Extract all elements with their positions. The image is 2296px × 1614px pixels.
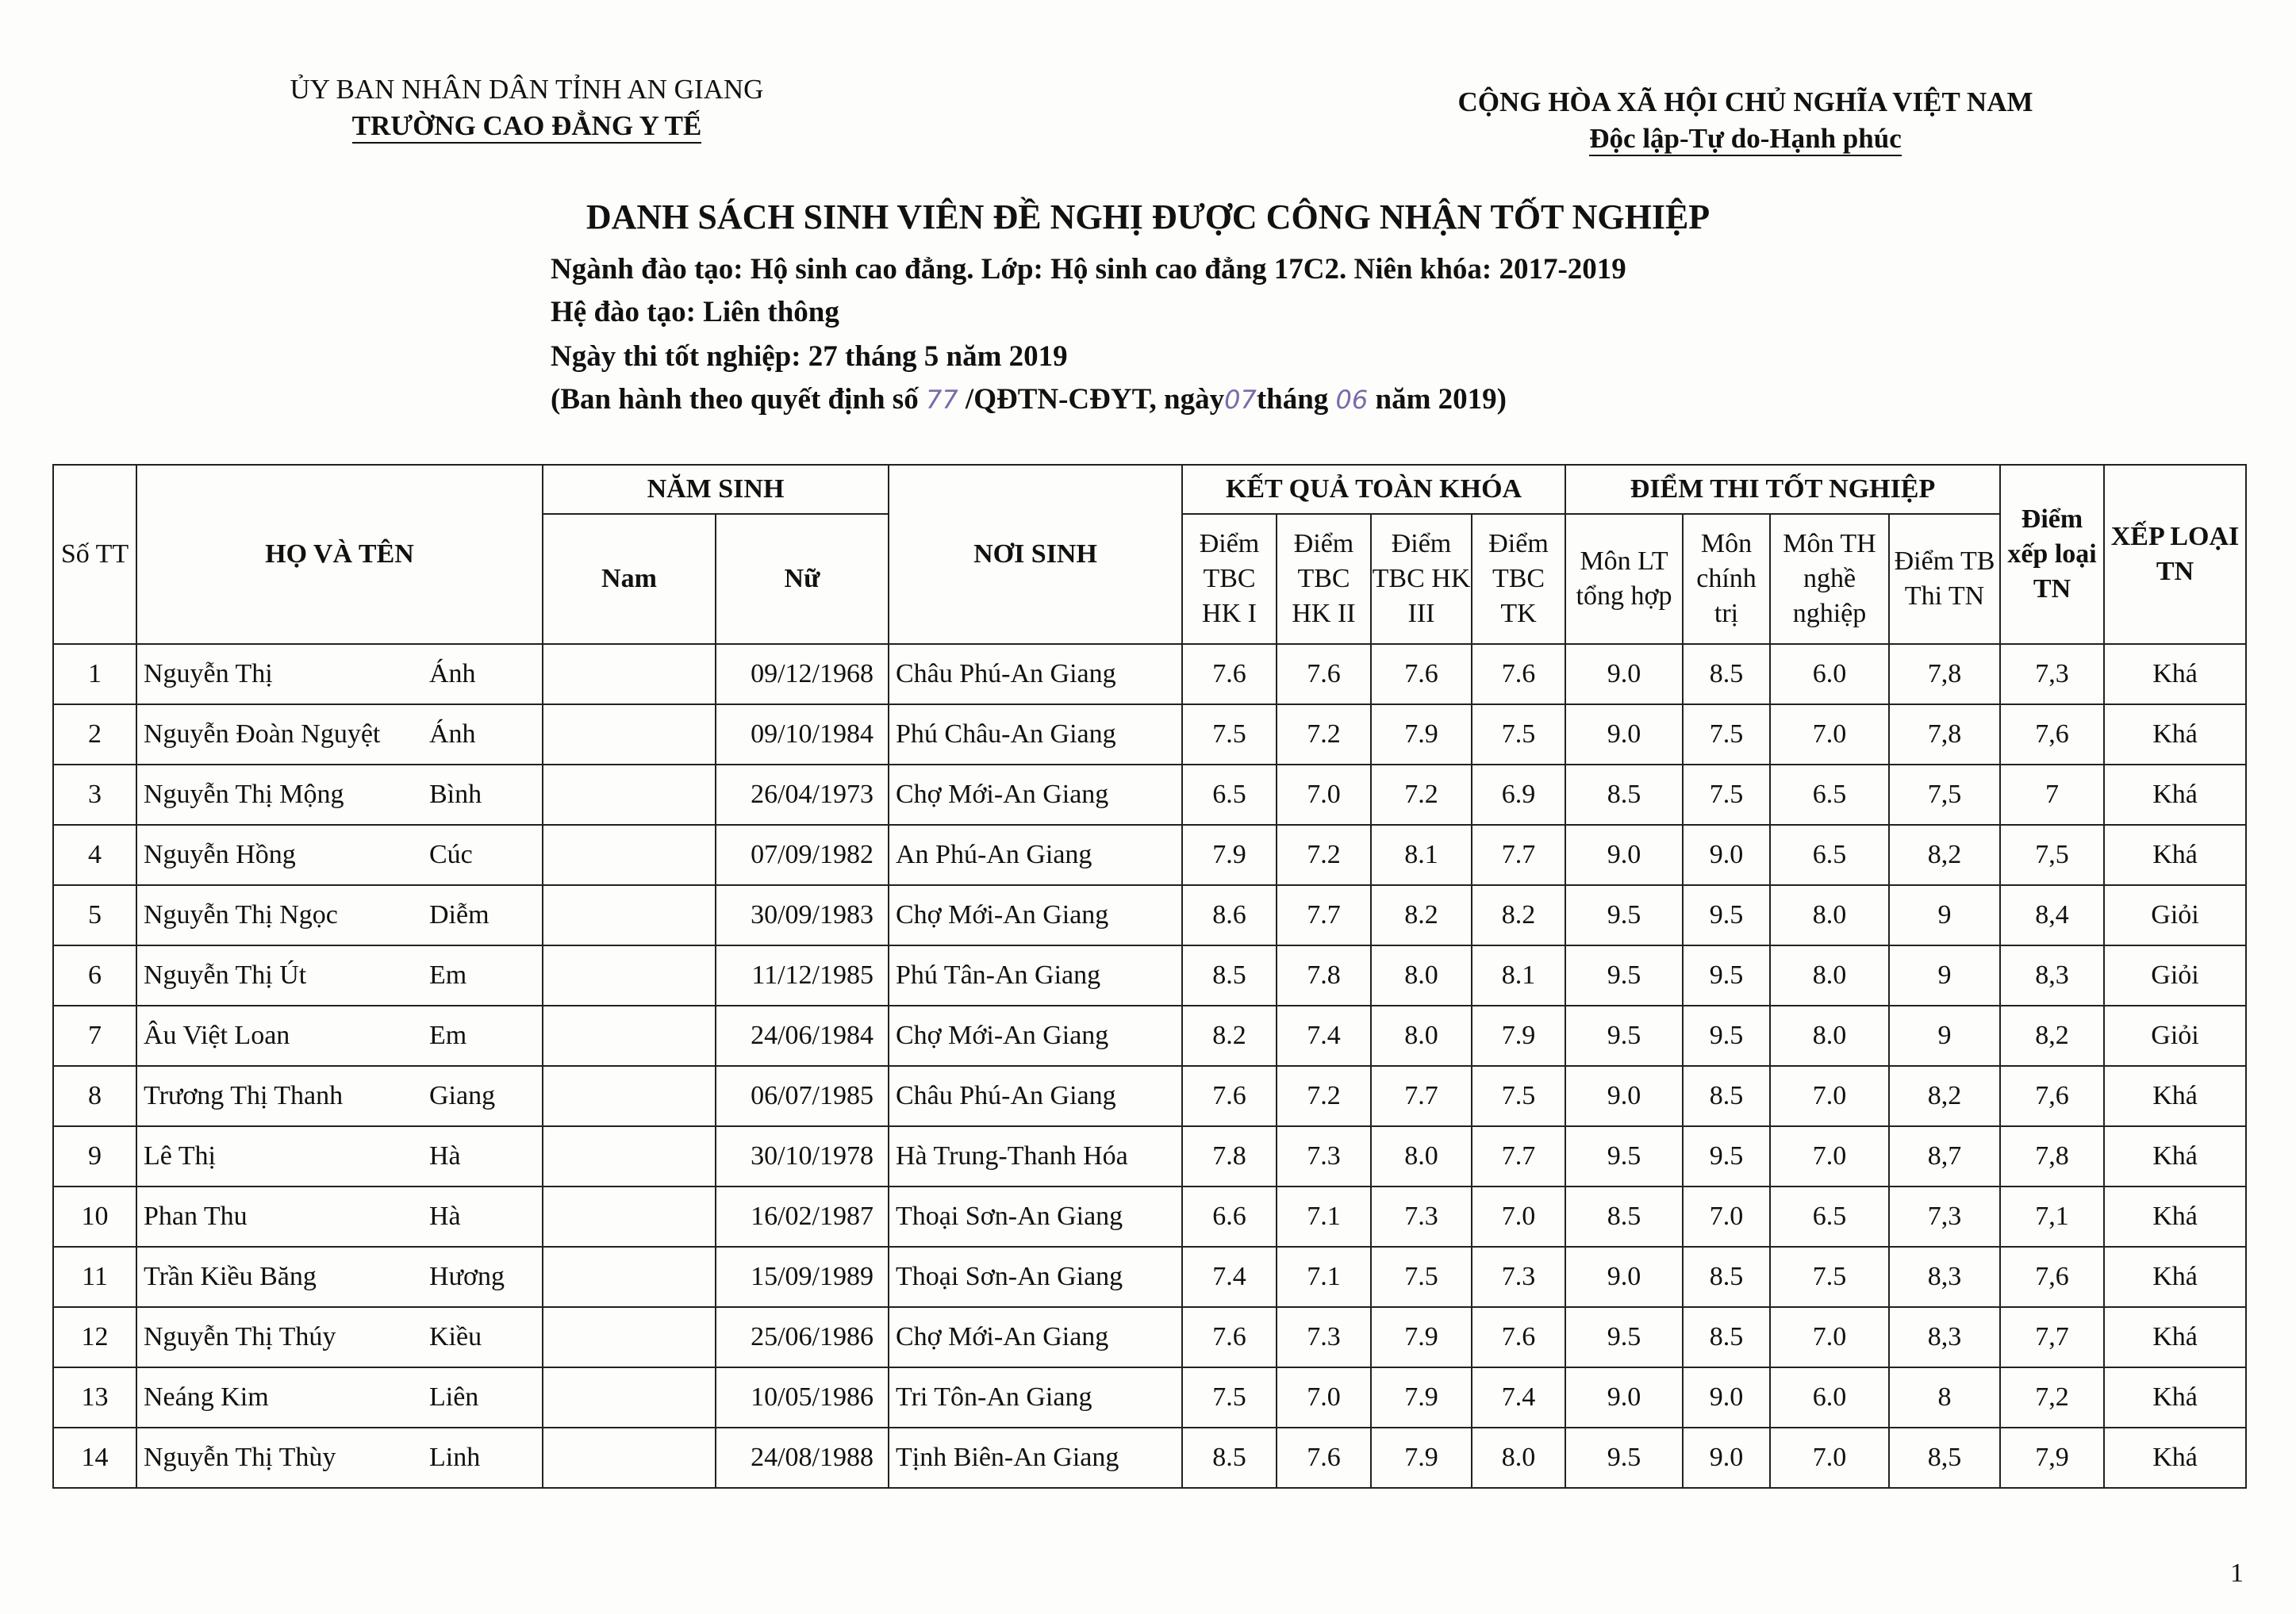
cell-lt: 9.0 [1565, 704, 1683, 765]
cell-th: 8.0 [1770, 885, 1889, 945]
col-ct: Môn chính trị [1683, 514, 1770, 644]
cell-ct: 8.5 [1683, 644, 1770, 704]
cell-xeploai: Giỏi [2104, 1006, 2246, 1066]
cell-lt: 9.0 [1565, 825, 1683, 885]
cell-lt: 9.0 [1565, 1066, 1683, 1126]
cell-lt: 9.0 [1565, 1367, 1683, 1428]
cell-male [543, 1006, 716, 1066]
surname-middle: Trương Thị Thanh [144, 1081, 344, 1110]
table-row [53, 1066, 2246, 1126]
cell-th: 7.0 [1770, 704, 1889, 765]
table-row [53, 825, 2246, 885]
cell-hk2: 7.2 [1277, 825, 1371, 885]
cell-lt: 9.0 [1565, 644, 1683, 704]
cell-ct: 9.0 [1683, 1428, 1770, 1488]
header-right [1349, 84, 2142, 157]
cell-ct: 8.5 [1683, 1307, 1770, 1367]
cell-male [543, 1066, 716, 1126]
info-decision: (Ban hành theo quyết định số 77 /QĐTN-CĐYT, ngày07tháng 06 năm 2019) [551, 383, 1507, 416]
cell-stt: 6 [53, 945, 136, 1006]
cell-hk2: 7.1 [1277, 1247, 1371, 1307]
cell-tb: 8,2 [1889, 825, 2000, 885]
col-tk: Điểm TBC TK [1472, 514, 1565, 644]
republic-name: CỘNG HÒA XÃ HỘI CHỦ NGHĨA VIỆT NAM [1457, 86, 2033, 117]
cell-tb: 7,8 [1889, 644, 2000, 704]
table-row [53, 704, 2246, 765]
cell-name [136, 945, 543, 1006]
cell-hk3: 7.6 [1371, 644, 1472, 704]
cell-hk1: 7.8 [1182, 1126, 1277, 1187]
surname-middle: Neáng Kim [144, 1382, 269, 1412]
col-th: Môn TH nghề nghiệp [1770, 514, 1889, 644]
cell-hk3: 8.1 [1371, 825, 1472, 885]
cell-tk: 8.2 [1472, 885, 1565, 945]
cell-xeploai-score: 7,3 [2000, 644, 2104, 704]
province-committee: ỦY BAN NHÂN DÂN TỈNH AN GIANG [290, 74, 764, 105]
page-number: 1 [2230, 1558, 2244, 1588]
cell-tk: 7.5 [1472, 1066, 1565, 1126]
cell-stt: 10 [53, 1187, 136, 1247]
cell-female: 09/10/1984 [716, 704, 889, 765]
cell-female: 10/05/1986 [716, 1367, 889, 1428]
cell-hk3: 7.9 [1371, 1367, 1472, 1428]
cell-xeploai: Khá [2104, 1066, 2246, 1126]
cell-xeploai-score: 7,7 [2000, 1307, 2104, 1367]
cell-female: 07/09/1982 [716, 825, 889, 885]
col-course-result: KẾT QUẢ TOÀN KHÓA [1182, 465, 1565, 514]
cell-tk: 7.6 [1472, 644, 1565, 704]
cell-female: 25/06/1986 [716, 1307, 889, 1367]
cell-birthplace: Châu Phú-An Giang [889, 1066, 1182, 1126]
cell-male [543, 704, 716, 765]
cell-male [543, 644, 716, 704]
cell-stt: 11 [53, 1247, 136, 1307]
col-stt: Số TT [53, 465, 136, 644]
surname-middle: Nguyễn Thị Út [144, 960, 307, 990]
cell-tk: 7.6 [1472, 1307, 1565, 1367]
cell-lt: 9.5 [1565, 1307, 1683, 1367]
cell-tb: 8,2 [1889, 1066, 2000, 1126]
cell-female: 30/09/1983 [716, 885, 889, 945]
cell-stt: 12 [53, 1307, 136, 1367]
cell-birthplace: An Phú-An Giang [889, 825, 1182, 885]
table-row [53, 1187, 2246, 1247]
cell-lt: 9.5 [1565, 1428, 1683, 1488]
cell-xeploai: Khá [2104, 1428, 2246, 1488]
surname-middle: Trần Kiều Băng [144, 1262, 317, 1291]
surname-middle: Nguyễn Hồng [144, 840, 296, 869]
cell-stt: 3 [53, 765, 136, 825]
given-name: Ánh [429, 659, 476, 688]
given-name: Diễm [429, 900, 490, 930]
handwritten-day: 07 [1224, 385, 1257, 415]
cell-stt: 7 [53, 1006, 136, 1066]
cell-name [136, 1247, 543, 1307]
col-hk3: Điểm TBC HK III [1371, 514, 1472, 644]
cell-lt: 9.5 [1565, 1126, 1683, 1187]
table-row [53, 1006, 2246, 1066]
cell-tk: 7.7 [1472, 825, 1565, 885]
cell-male [543, 765, 716, 825]
surname-middle: Âu Việt Loan [144, 1021, 290, 1050]
cell-hk1: 7.5 [1182, 704, 1277, 765]
given-name: Em [429, 1021, 467, 1050]
cell-male [543, 1428, 716, 1488]
cell-female: 24/06/1984 [716, 1006, 889, 1066]
cell-tb: 8,5 [1889, 1428, 2000, 1488]
cell-hk3: 8.0 [1371, 1006, 1472, 1066]
cell-female: 06/07/1985 [716, 1066, 889, 1126]
cell-birthplace: Chợ Mới-An Giang [889, 885, 1182, 945]
cell-female: 30/10/1978 [716, 1126, 889, 1187]
cell-name [136, 1307, 543, 1367]
cell-hk3: 8.0 [1371, 1126, 1472, 1187]
cell-ct: 9.5 [1683, 1006, 1770, 1066]
given-name: Bình [429, 780, 482, 809]
cell-stt: 5 [53, 885, 136, 945]
cell-xeploai: Khá [2104, 1367, 2246, 1428]
cell-xeploai-score: 7,8 [2000, 1126, 2104, 1187]
cell-hk3: 7.2 [1371, 765, 1472, 825]
cell-lt: 9.5 [1565, 885, 1683, 945]
cell-hk2: 7.3 [1277, 1126, 1371, 1187]
col-hk1: Điểm TBC HK I [1182, 514, 1277, 644]
given-name: Linh [429, 1443, 481, 1472]
cell-hk1: 8.5 [1182, 945, 1277, 1006]
cell-lt: 8.5 [1565, 765, 1683, 825]
cell-ct: 7.5 [1683, 704, 1770, 765]
cell-hk2: 7.3 [1277, 1307, 1371, 1367]
cell-xeploai: Khá [2104, 1247, 2246, 1307]
cell-hk1: 7.6 [1182, 1066, 1277, 1126]
cell-xeploai: Khá [2104, 1187, 2246, 1247]
given-name: Em [429, 960, 467, 990]
cell-xeploai-score: 7,1 [2000, 1187, 2104, 1247]
col-xeploai-score: Điểm xếp loại TN [2000, 465, 2104, 644]
cell-name [136, 765, 543, 825]
given-name: Liên [429, 1382, 479, 1412]
cell-tb: 9 [1889, 945, 2000, 1006]
cell-tk: 7.5 [1472, 704, 1565, 765]
cell-birthplace: Thoại Sơn-An Giang [889, 1187, 1182, 1247]
cell-hk1: 7.5 [1182, 1367, 1277, 1428]
cell-stt: 4 [53, 825, 136, 885]
given-name: Hà [429, 1202, 461, 1231]
table-row [53, 1247, 2246, 1307]
info-exam-date: Ngày thi tốt nghiệp: 27 tháng 5 năm 2019 [551, 340, 1068, 373]
cell-female: 26/04/1973 [716, 765, 889, 825]
table-row [53, 765, 2246, 825]
cell-xeploai: Khá [2104, 644, 2246, 704]
info-training-system: Hệ đào tạo: Liên thông [551, 296, 839, 328]
table-row [53, 1428, 2246, 1488]
cell-tb: 7,5 [1889, 765, 2000, 825]
cell-th: 6.0 [1770, 1367, 1889, 1428]
cell-lt: 9.0 [1565, 1247, 1683, 1307]
cell-th: 7.0 [1770, 1126, 1889, 1187]
cell-th: 7.0 [1770, 1428, 1889, 1488]
cell-hk3: 7.5 [1371, 1247, 1472, 1307]
cell-birthplace: Chợ Mới-An Giang [889, 1307, 1182, 1367]
cell-th: 8.0 [1770, 1006, 1889, 1066]
cell-hk1: 8.6 [1182, 885, 1277, 945]
given-name: Hà [429, 1141, 461, 1171]
cell-hk3: 8.0 [1371, 945, 1472, 1006]
cell-xeploai: Khá [2104, 825, 2246, 885]
cell-hk2: 7.2 [1277, 1066, 1371, 1126]
surname-middle: Nguyễn Thị Mộng [144, 780, 344, 809]
cell-hk3: 7.3 [1371, 1187, 1472, 1247]
cell-xeploai-score: 8,4 [2000, 885, 2104, 945]
cell-xeploai-score: 7,6 [2000, 704, 2104, 765]
cell-th: 6.0 [1770, 644, 1889, 704]
cell-ct: 9.5 [1683, 885, 1770, 945]
cell-xeploai-score: 7,2 [2000, 1367, 2104, 1428]
cell-stt: 8 [53, 1066, 136, 1126]
cell-birthplace: Hà Trung-Thanh Hóa [889, 1126, 1182, 1187]
cell-tk: 7.3 [1472, 1247, 1565, 1307]
cell-stt: 14 [53, 1428, 136, 1488]
national-motto: Độc lập-Tự do-Hạnh phúc [1589, 123, 1901, 156]
cell-xeploai-score: 8,3 [2000, 945, 2104, 1006]
table-row [53, 885, 2246, 945]
cell-birthplace: Phú Châu-An Giang [889, 704, 1182, 765]
handwritten-month: 06 [1335, 385, 1369, 415]
cell-male [543, 1367, 716, 1428]
cell-name [136, 1187, 543, 1247]
cell-th: 6.5 [1770, 765, 1889, 825]
header-left [170, 71, 884, 144]
cell-tb: 9 [1889, 885, 2000, 945]
col-female: Nữ [716, 514, 889, 644]
cell-lt: 8.5 [1565, 1187, 1683, 1247]
col-xeploai: XẾP LOẠI TN [2104, 465, 2246, 644]
cell-ct: 8.5 [1683, 1066, 1770, 1126]
cell-male [543, 885, 716, 945]
given-name: Kiều [429, 1322, 482, 1351]
table-row [53, 1307, 2246, 1367]
cell-female: 16/02/1987 [716, 1187, 889, 1247]
cell-male [543, 1307, 716, 1367]
cell-hk1: 7.6 [1182, 644, 1277, 704]
cell-hk2: 7.6 [1277, 1428, 1371, 1488]
cell-ct: 7.0 [1683, 1187, 1770, 1247]
cell-female: 24/08/1988 [716, 1428, 889, 1488]
cell-male [543, 945, 716, 1006]
cell-tk: 7.9 [1472, 1006, 1565, 1066]
cell-hk2: 7.4 [1277, 1006, 1371, 1066]
cell-hk3: 7.7 [1371, 1066, 1472, 1126]
col-birth-year: NĂM SINH [543, 465, 889, 514]
table-row [53, 644, 2246, 704]
cell-hk3: 7.9 [1371, 1428, 1472, 1488]
cell-lt: 9.5 [1565, 1006, 1683, 1066]
cell-ct: 9.5 [1683, 945, 1770, 1006]
document-title: DANH SÁCH SINH VIÊN ĐỀ NGHỊ ĐƯỢC CÔNG NHẬN TỐT NGHIỆP [586, 197, 1710, 236]
given-name: Hương [429, 1262, 505, 1291]
cell-male [543, 1126, 716, 1187]
cell-birthplace: Tri Tôn-An Giang [889, 1367, 1182, 1428]
cell-tk: 7.4 [1472, 1367, 1565, 1428]
cell-xeploai: Khá [2104, 1126, 2246, 1187]
cell-name [136, 1066, 543, 1126]
cell-hk2: 7.0 [1277, 765, 1371, 825]
cell-name [136, 885, 543, 945]
cell-xeploai: Giỏi [2104, 945, 2246, 1006]
cell-th: 7.0 [1770, 1066, 1889, 1126]
cell-tk: 7.0 [1472, 1187, 1565, 1247]
col-birthplace: NƠI SINH [889, 465, 1182, 644]
cell-hk2: 7.6 [1277, 644, 1371, 704]
cell-xeploai-score: 8,2 [2000, 1006, 2104, 1066]
cell-xeploai-score: 7,9 [2000, 1428, 2104, 1488]
cell-hk1: 7.6 [1182, 1307, 1277, 1367]
surname-middle: Nguyễn Thị [144, 659, 273, 688]
cell-tb: 8,3 [1889, 1247, 2000, 1307]
cell-name [136, 825, 543, 885]
cell-xeploai: Khá [2104, 765, 2246, 825]
surname-middle: Nguyễn Đoàn Nguyệt [144, 719, 381, 749]
cell-birthplace: Chợ Mới-An Giang [889, 765, 1182, 825]
cell-tk: 6.9 [1472, 765, 1565, 825]
surname-middle: Nguyễn Thị Ngọc [144, 900, 338, 930]
cell-xeploai-score: 7,6 [2000, 1247, 2104, 1307]
cell-xeploai-score: 7 [2000, 765, 2104, 825]
cell-stt: 1 [53, 644, 136, 704]
cell-hk3: 8.2 [1371, 885, 1472, 945]
cell-th: 8.0 [1770, 945, 1889, 1006]
col-hk2: Điểm TBC HK II [1277, 514, 1371, 644]
cell-tb: 9 [1889, 1006, 2000, 1066]
col-lt: Môn LT tổng hợp [1565, 514, 1683, 644]
surname-middle: Phan Thu [144, 1202, 248, 1231]
cell-birthplace: Phú Tân-An Giang [889, 945, 1182, 1006]
cell-ct: 9.0 [1683, 1367, 1770, 1428]
table-row [53, 1126, 2246, 1187]
given-name: Cúc [429, 840, 473, 869]
cell-female: 09/12/1968 [716, 644, 889, 704]
cell-female: 11/12/1985 [716, 945, 889, 1006]
cell-tb: 8,3 [1889, 1307, 2000, 1367]
cell-hk3: 7.9 [1371, 704, 1472, 765]
cell-birthplace: Thoại Sơn-An Giang [889, 1247, 1182, 1307]
cell-name [136, 644, 543, 704]
cell-name [136, 1367, 543, 1428]
table-row [53, 945, 2246, 1006]
cell-tb: 8,7 [1889, 1126, 2000, 1187]
cell-hk2: 7.1 [1277, 1187, 1371, 1247]
cell-ct: 7.5 [1683, 765, 1770, 825]
cell-th: 7.5 [1770, 1247, 1889, 1307]
col-tb: Điểm TB Thi TN [1889, 514, 2000, 644]
cell-birthplace: Châu Phú-An Giang [889, 644, 1182, 704]
cell-name [136, 1428, 543, 1488]
cell-hk2: 7.8 [1277, 945, 1371, 1006]
given-name: Ánh [429, 719, 476, 749]
cell-male [543, 825, 716, 885]
cell-hk2: 7.2 [1277, 704, 1371, 765]
cell-name [136, 1006, 543, 1066]
cell-hk3: 7.9 [1371, 1307, 1472, 1367]
cell-lt: 9.5 [1565, 945, 1683, 1006]
cell-tb: 8 [1889, 1367, 2000, 1428]
cell-hk1: 6.5 [1182, 765, 1277, 825]
cell-xeploai: Khá [2104, 704, 2246, 765]
cell-male [543, 1247, 716, 1307]
cell-th: 6.5 [1770, 1187, 1889, 1247]
cell-stt: 9 [53, 1126, 136, 1187]
table-row [53, 1367, 2246, 1428]
college-name: TRƯỜNG CAO ĐẲNG Y TẾ [352, 110, 702, 144]
cell-hk1: 7.9 [1182, 825, 1277, 885]
col-exam: ĐIỂM THI TỐT NGHIỆP [1565, 465, 2000, 514]
info-major-class: Ngành đào tạo: Hộ sinh cao đẳng. Lớp: Hộ sinh cao đẳng 17C2. Niên khóa: 2017-2019 [551, 253, 1626, 286]
col-name: HỌ VÀ TÊN [136, 465, 543, 644]
surname-middle: Lê Thị [144, 1141, 216, 1171]
cell-tb: 7,3 [1889, 1187, 2000, 1247]
cell-hk1: 7.4 [1182, 1247, 1277, 1307]
cell-th: 6.5 [1770, 825, 1889, 885]
surname-middle: Nguyễn Thị Thùy [144, 1443, 336, 1472]
cell-tk: 7.7 [1472, 1126, 1565, 1187]
cell-birthplace: Tịnh Biên-An Giang [889, 1428, 1182, 1488]
cell-name [136, 1126, 543, 1187]
cell-stt: 13 [53, 1367, 136, 1428]
cell-ct: 9.0 [1683, 825, 1770, 885]
cell-tb: 7,8 [1889, 704, 2000, 765]
cell-tk: 8.1 [1472, 945, 1565, 1006]
cell-th: 7.0 [1770, 1307, 1889, 1367]
cell-birthplace: Chợ Mới-An Giang [889, 1006, 1182, 1066]
cell-xeploai: Giỏi [2104, 885, 2246, 945]
cell-hk1: 8.5 [1182, 1428, 1277, 1488]
cell-tk: 8.0 [1472, 1428, 1565, 1488]
cell-hk1: 8.2 [1182, 1006, 1277, 1066]
col-male: Nam [543, 514, 716, 644]
cell-hk2: 7.7 [1277, 885, 1371, 945]
cell-hk1: 6.6 [1182, 1187, 1277, 1247]
given-name: Giang [429, 1081, 496, 1110]
cell-hk2: 7.0 [1277, 1367, 1371, 1428]
cell-female: 15/09/1989 [716, 1247, 889, 1307]
graduation-table [52, 464, 2247, 1489]
cell-xeploai-score: 7,5 [2000, 825, 2104, 885]
handwritten-decision-number: 77 [925, 385, 958, 415]
cell-stt: 2 [53, 704, 136, 765]
cell-name [136, 704, 543, 765]
surname-middle: Nguyễn Thị Thúy [144, 1322, 336, 1351]
cell-ct: 8.5 [1683, 1247, 1770, 1307]
cell-ct: 9.5 [1683, 1126, 1770, 1187]
cell-xeploai-score: 7,6 [2000, 1066, 2104, 1126]
cell-male [543, 1187, 716, 1247]
cell-xeploai: Khá [2104, 1307, 2246, 1367]
